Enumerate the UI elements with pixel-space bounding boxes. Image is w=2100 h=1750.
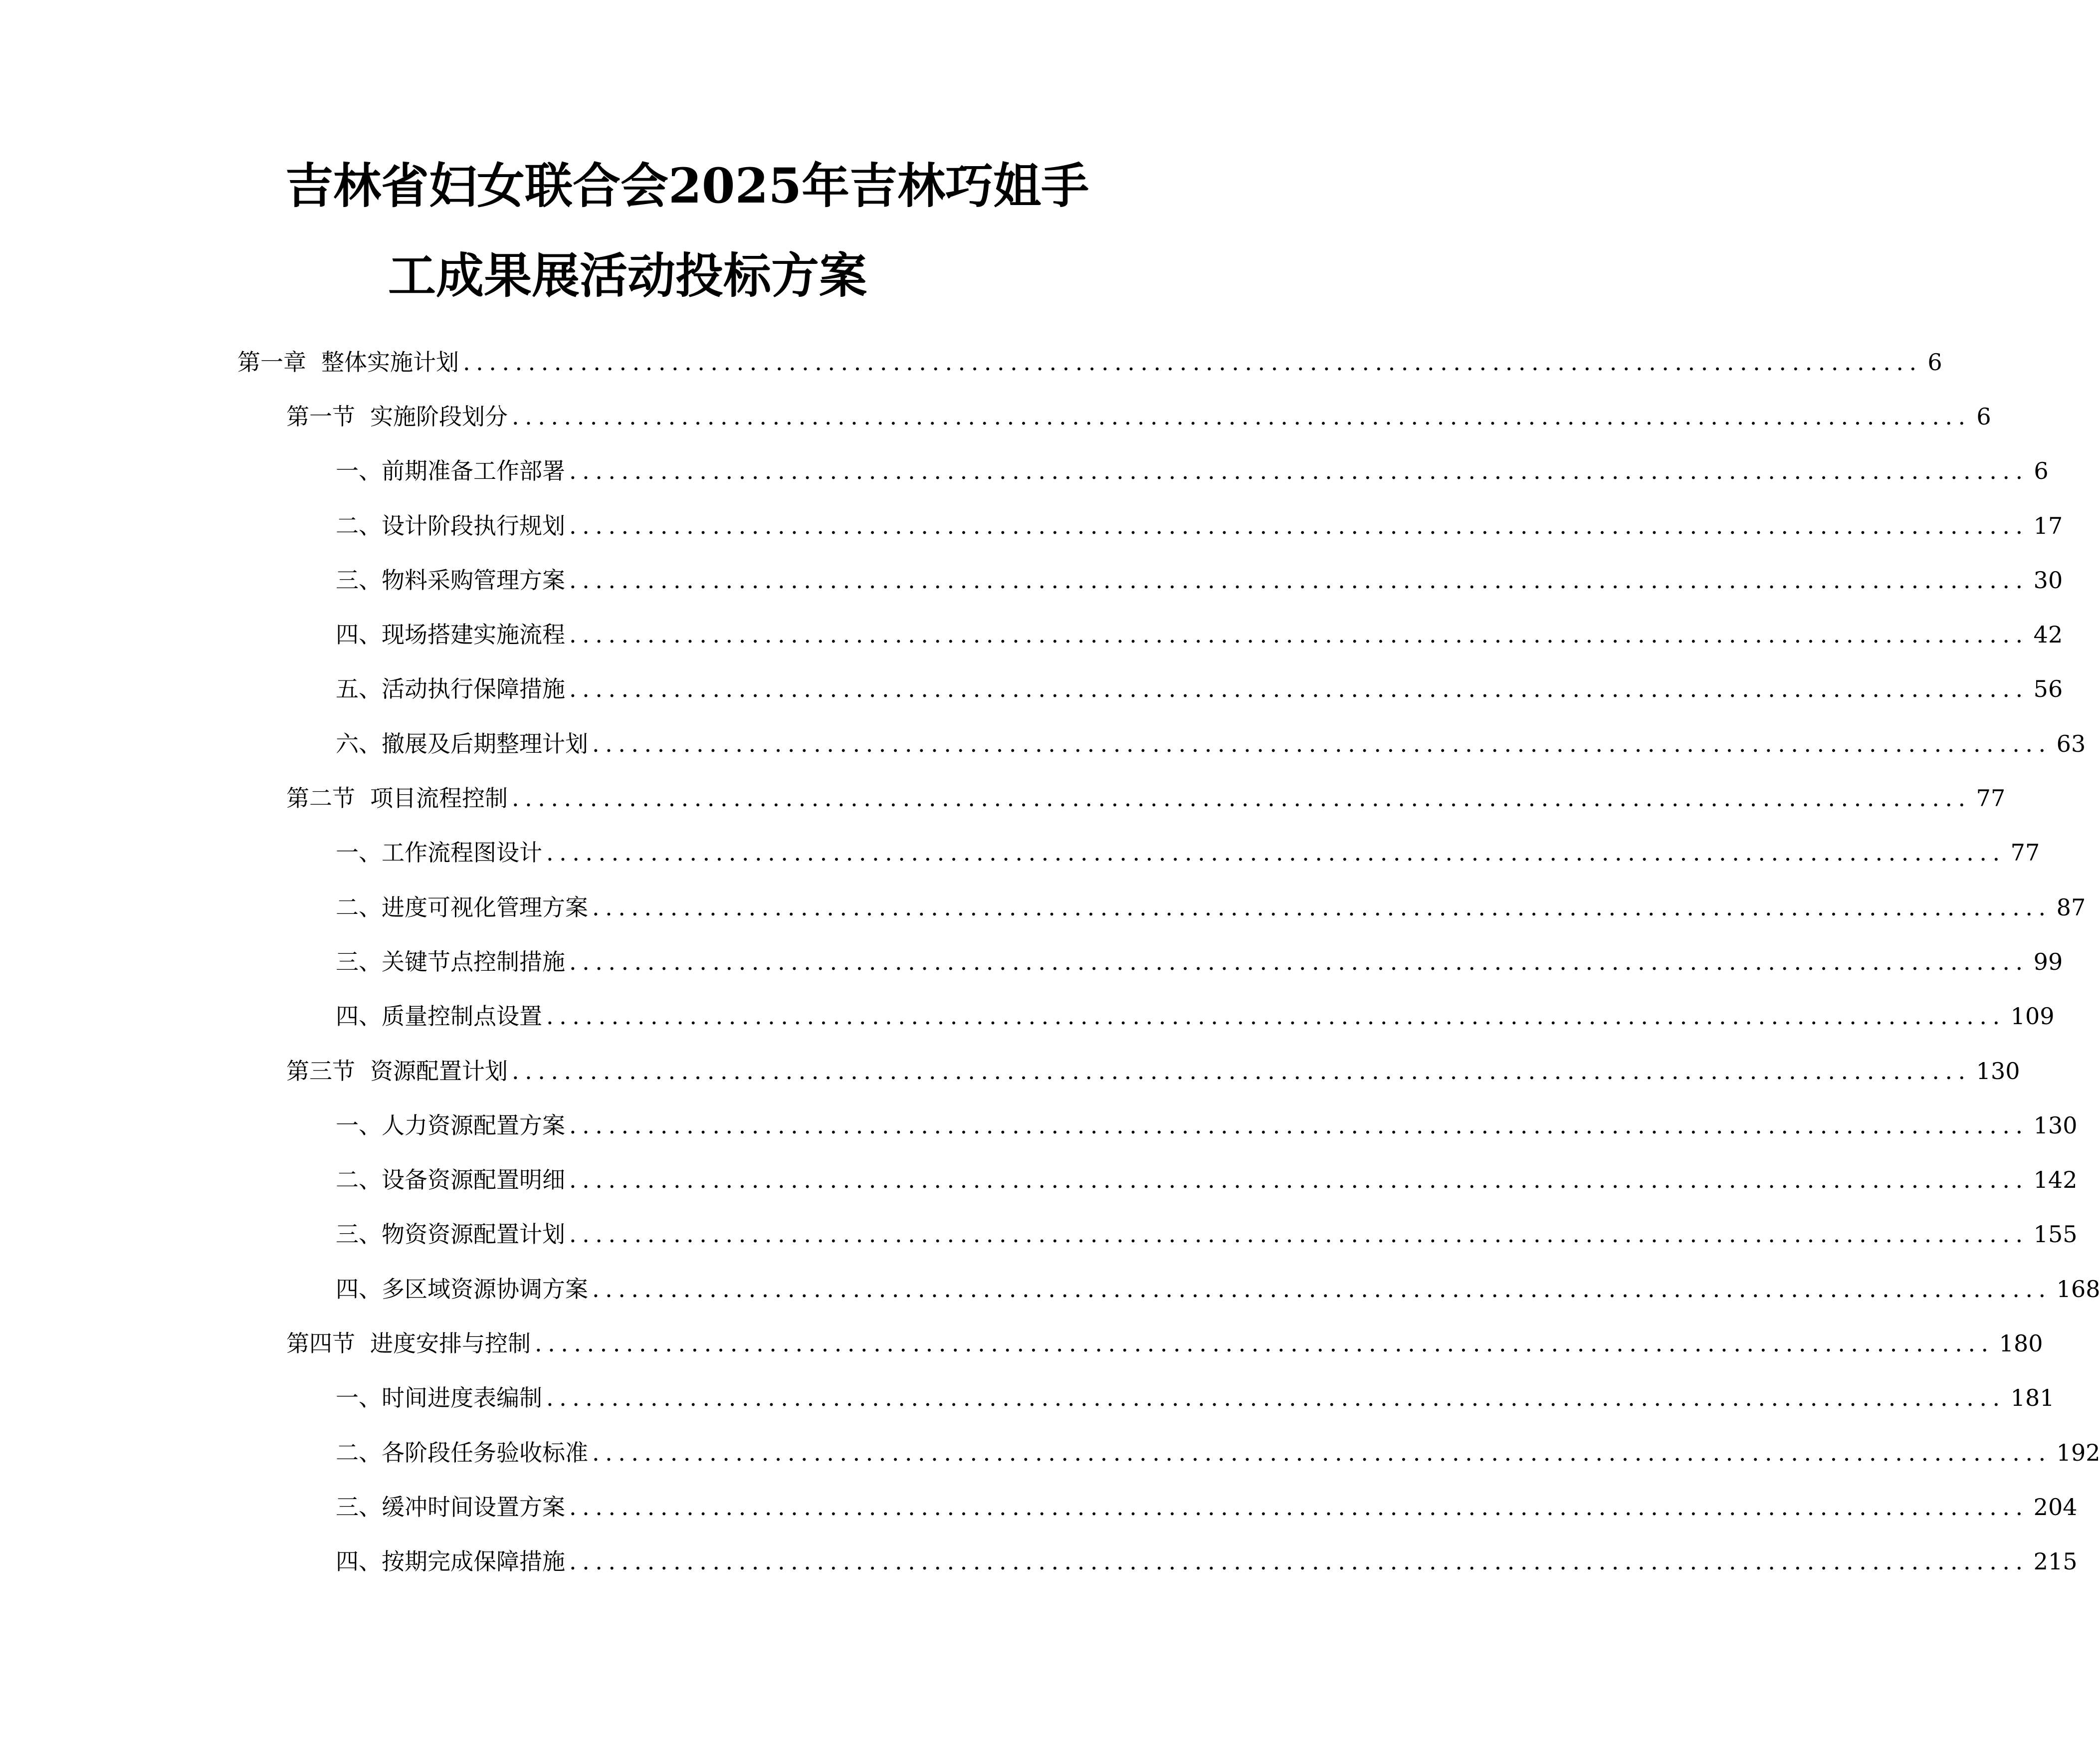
toc-entry-page: 30 bbox=[2033, 566, 2063, 594]
toc-dot-leader: ................................................................................................................ bbox=[569, 566, 2029, 594]
toc-entry-page: 87 bbox=[2056, 893, 2086, 921]
toc-dot-leader: ................................................................................................................ bbox=[569, 1111, 2029, 1139]
toc-entry-page: 42 bbox=[2033, 621, 2063, 649]
toc-entry-level-3[interactable] bbox=[0, 880, 2086, 934]
toc-entry-level-2[interactable] bbox=[0, 1316, 2043, 1370]
toc-entry-page: 109 bbox=[2010, 1003, 2055, 1030]
toc-entry-label: 进度可视化管理方案 bbox=[382, 893, 588, 921]
toc-dot-leader: ................................................................................................................ bbox=[463, 348, 1922, 376]
toc-entry-level-3[interactable] bbox=[0, 1262, 2100, 1316]
toc-entry-level-3[interactable] bbox=[0, 498, 2063, 553]
toc-dot-leader: ................................................................................................................ bbox=[569, 512, 2029, 539]
toc-entry-label: 资源配置计划 bbox=[370, 1057, 508, 1085]
toc-entry-level-2[interactable] bbox=[0, 389, 1991, 443]
toc-entry-level-3[interactable] bbox=[0, 934, 2063, 989]
toc-entry-label: 现场搭建实施流程 bbox=[382, 621, 565, 649]
toc-dot-leader: ................................................................................................................ bbox=[569, 1548, 2029, 1575]
toc-entry-number: 一、 bbox=[336, 457, 382, 485]
toc-entry-level-3[interactable] bbox=[0, 1480, 2078, 1534]
toc-entry-level-3[interactable] bbox=[0, 1152, 2078, 1207]
toc-dot-leader: ................................................................................................................ bbox=[569, 1221, 2029, 1248]
toc-entry-level-3[interactable] bbox=[0, 826, 2040, 880]
toc-entry-page: 192 bbox=[2056, 1439, 2100, 1466]
toc-dot-leader: ................................................................................................................ bbox=[569, 948, 2029, 975]
toc-entry-label: 多区域资源协调方案 bbox=[382, 1275, 588, 1303]
toc-entry-page: 204 bbox=[2033, 1493, 2078, 1521]
toc-entry-level-3[interactable] bbox=[0, 1534, 2078, 1589]
toc-dot-leader: ................................................................................................................ bbox=[592, 1439, 2052, 1466]
toc-entry-page: 142 bbox=[2033, 1166, 2078, 1194]
toc-entry-label: 物资资源配置计划 bbox=[382, 1221, 565, 1248]
toc-entry-level-1[interactable] bbox=[0, 335, 1942, 389]
toc-entry-number: 三、 bbox=[336, 1493, 382, 1521]
toc-entry-level-3[interactable] bbox=[0, 1098, 2078, 1152]
toc-dot-leader: ................................................................................................................ bbox=[569, 457, 2029, 485]
toc-entry-label: 时间进度表编制 bbox=[382, 1384, 542, 1412]
toc-dot-leader: ................................................................................................................ bbox=[546, 839, 2006, 867]
toc-entry-number: 一、 bbox=[336, 839, 382, 867]
toc-entry-number: 五、 bbox=[336, 675, 382, 703]
toc-dot-leader: ................................................................................................................ bbox=[569, 675, 2029, 703]
toc-entry-label: 物料采购管理方案 bbox=[382, 566, 565, 594]
toc-entry-label: 人力资源配置方案 bbox=[382, 1111, 565, 1139]
toc-entry-label: 撤展及后期整理计划 bbox=[382, 730, 588, 757]
toc-entry-number: 三、 bbox=[336, 1221, 382, 1248]
toc-entry-number: 第一章 bbox=[237, 348, 306, 376]
toc-entry-label: 前期准备工作部署 bbox=[382, 457, 565, 485]
toc-entry-page: 63 bbox=[2056, 730, 2086, 757]
toc-entry-page: 77 bbox=[2010, 839, 2040, 867]
toc-entry-number: 第二节 bbox=[286, 785, 355, 812]
toc-dot-leader: ................................................................................................................ bbox=[569, 621, 2029, 649]
toc-dot-leader: ................................................................................................................ bbox=[569, 1493, 2029, 1521]
toc-entry-number: 二、 bbox=[336, 893, 382, 921]
toc-entry-label: 质量控制点设置 bbox=[382, 1003, 542, 1030]
toc-entry-number: 一、 bbox=[336, 1111, 382, 1139]
document-title-line-1: 吉林省妇女联合会2025年吉林巧姐手 bbox=[285, 158, 1089, 214]
toc-entry-page: 6 bbox=[2034, 457, 2049, 485]
toc-entry-page: 6 bbox=[1976, 403, 1991, 430]
toc-entry-label: 各阶段任务验收标准 bbox=[382, 1439, 588, 1466]
toc-entry-page: 6 bbox=[1927, 348, 1942, 376]
toc-entry-level-2[interactable] bbox=[0, 1044, 2020, 1098]
toc-entry-label: 进度安排与控制 bbox=[370, 1329, 531, 1357]
toc-entry-level-3[interactable] bbox=[0, 662, 2063, 716]
toc-dot-leader: ................................................................................................................ bbox=[512, 403, 1971, 430]
toc-entry-number: 一、 bbox=[336, 1384, 382, 1412]
toc-entry-label: 设计阶段执行规划 bbox=[382, 512, 565, 539]
toc-entry-page: 56 bbox=[2033, 675, 2063, 703]
toc-entry-label: 整体实施计划 bbox=[321, 348, 459, 376]
toc-entry-page: 180 bbox=[1999, 1329, 2043, 1357]
toc-entry-label: 按期完成保障措施 bbox=[382, 1548, 565, 1575]
toc-entry-number: 第一节 bbox=[286, 403, 355, 430]
toc-entry-level-3[interactable] bbox=[0, 1425, 2100, 1480]
toc-dot-leader: ................................................................................................................ bbox=[592, 893, 2052, 921]
toc-entry-number: 二、 bbox=[336, 512, 382, 539]
toc-entry-number: 四、 bbox=[336, 1275, 382, 1303]
toc-entry-label: 活动执行保障措施 bbox=[382, 675, 565, 703]
toc-dot-leader: ................................................................................................................ bbox=[546, 1003, 2006, 1030]
table-of-contents bbox=[0, 335, 2100, 1589]
toc-entry-level-3[interactable] bbox=[0, 1207, 2078, 1262]
toc-entry-label: 缓冲时间设置方案 bbox=[382, 1493, 565, 1521]
toc-entry-page: 99 bbox=[2033, 948, 2063, 975]
toc-entry-label: 项目流程控制 bbox=[370, 785, 508, 812]
toc-dot-leader: ................................................................................................................ bbox=[592, 730, 2052, 757]
toc-entry-number: 第四节 bbox=[286, 1329, 355, 1357]
toc-entry-number: 六、 bbox=[336, 730, 382, 757]
toc-dot-leader: ................................................................................................................ bbox=[546, 1384, 2006, 1412]
toc-dot-leader: ................................................................................................................ bbox=[512, 1057, 1971, 1085]
toc-entry-number: 四、 bbox=[336, 1548, 382, 1575]
toc-entry-number: 四、 bbox=[336, 621, 382, 649]
toc-entry-page: 181 bbox=[2010, 1384, 2055, 1412]
toc-entry-level-3[interactable] bbox=[0, 553, 2063, 607]
toc-entry-level-3[interactable] bbox=[0, 607, 2063, 661]
toc-dot-leader: ................................................................................................................ bbox=[592, 1275, 2052, 1303]
toc-entry-label: 实施阶段划分 bbox=[370, 403, 508, 430]
toc-entry-label: 关键节点控制措施 bbox=[382, 948, 565, 975]
toc-entry-page: 130 bbox=[2033, 1111, 2078, 1139]
toc-dot-leader: ................................................................................................................ bbox=[569, 1166, 2029, 1194]
toc-entry-page: 130 bbox=[1976, 1057, 2020, 1085]
toc-entry-number: 四、 bbox=[336, 1003, 382, 1030]
toc-entry-level-3[interactable] bbox=[0, 716, 2086, 771]
toc-entry-number: 二、 bbox=[336, 1439, 382, 1466]
toc-entry-page: 155 bbox=[2033, 1221, 2078, 1248]
toc-entry-label: 设备资源配置明细 bbox=[382, 1166, 565, 1194]
toc-entry-page: 215 bbox=[2033, 1548, 2078, 1575]
toc-entry-page: 77 bbox=[1976, 785, 2006, 812]
toc-entry-level-2[interactable] bbox=[0, 771, 2006, 825]
toc-entry-page: 168 bbox=[2056, 1275, 2100, 1303]
toc-entry-number: 三、 bbox=[336, 948, 382, 975]
toc-entry-number: 第三节 bbox=[286, 1057, 355, 1085]
toc-entry-level-3[interactable] bbox=[0, 989, 2055, 1044]
document-title-line-2: 工成果展活动投标方案 bbox=[388, 247, 867, 304]
toc-entry-level-3[interactable] bbox=[0, 444, 2049, 498]
toc-entry-number: 三、 bbox=[336, 566, 382, 594]
toc-dot-leader: ................................................................................................................ bbox=[535, 1329, 1994, 1357]
toc-entry-number: 二、 bbox=[336, 1166, 382, 1194]
toc-entry-level-3[interactable] bbox=[0, 1371, 2055, 1425]
toc-entry-page: 17 bbox=[2033, 512, 2063, 539]
toc-entry-label: 工作流程图设计 bbox=[382, 839, 542, 867]
toc-dot-leader: ................................................................................................................ bbox=[512, 785, 1971, 812]
